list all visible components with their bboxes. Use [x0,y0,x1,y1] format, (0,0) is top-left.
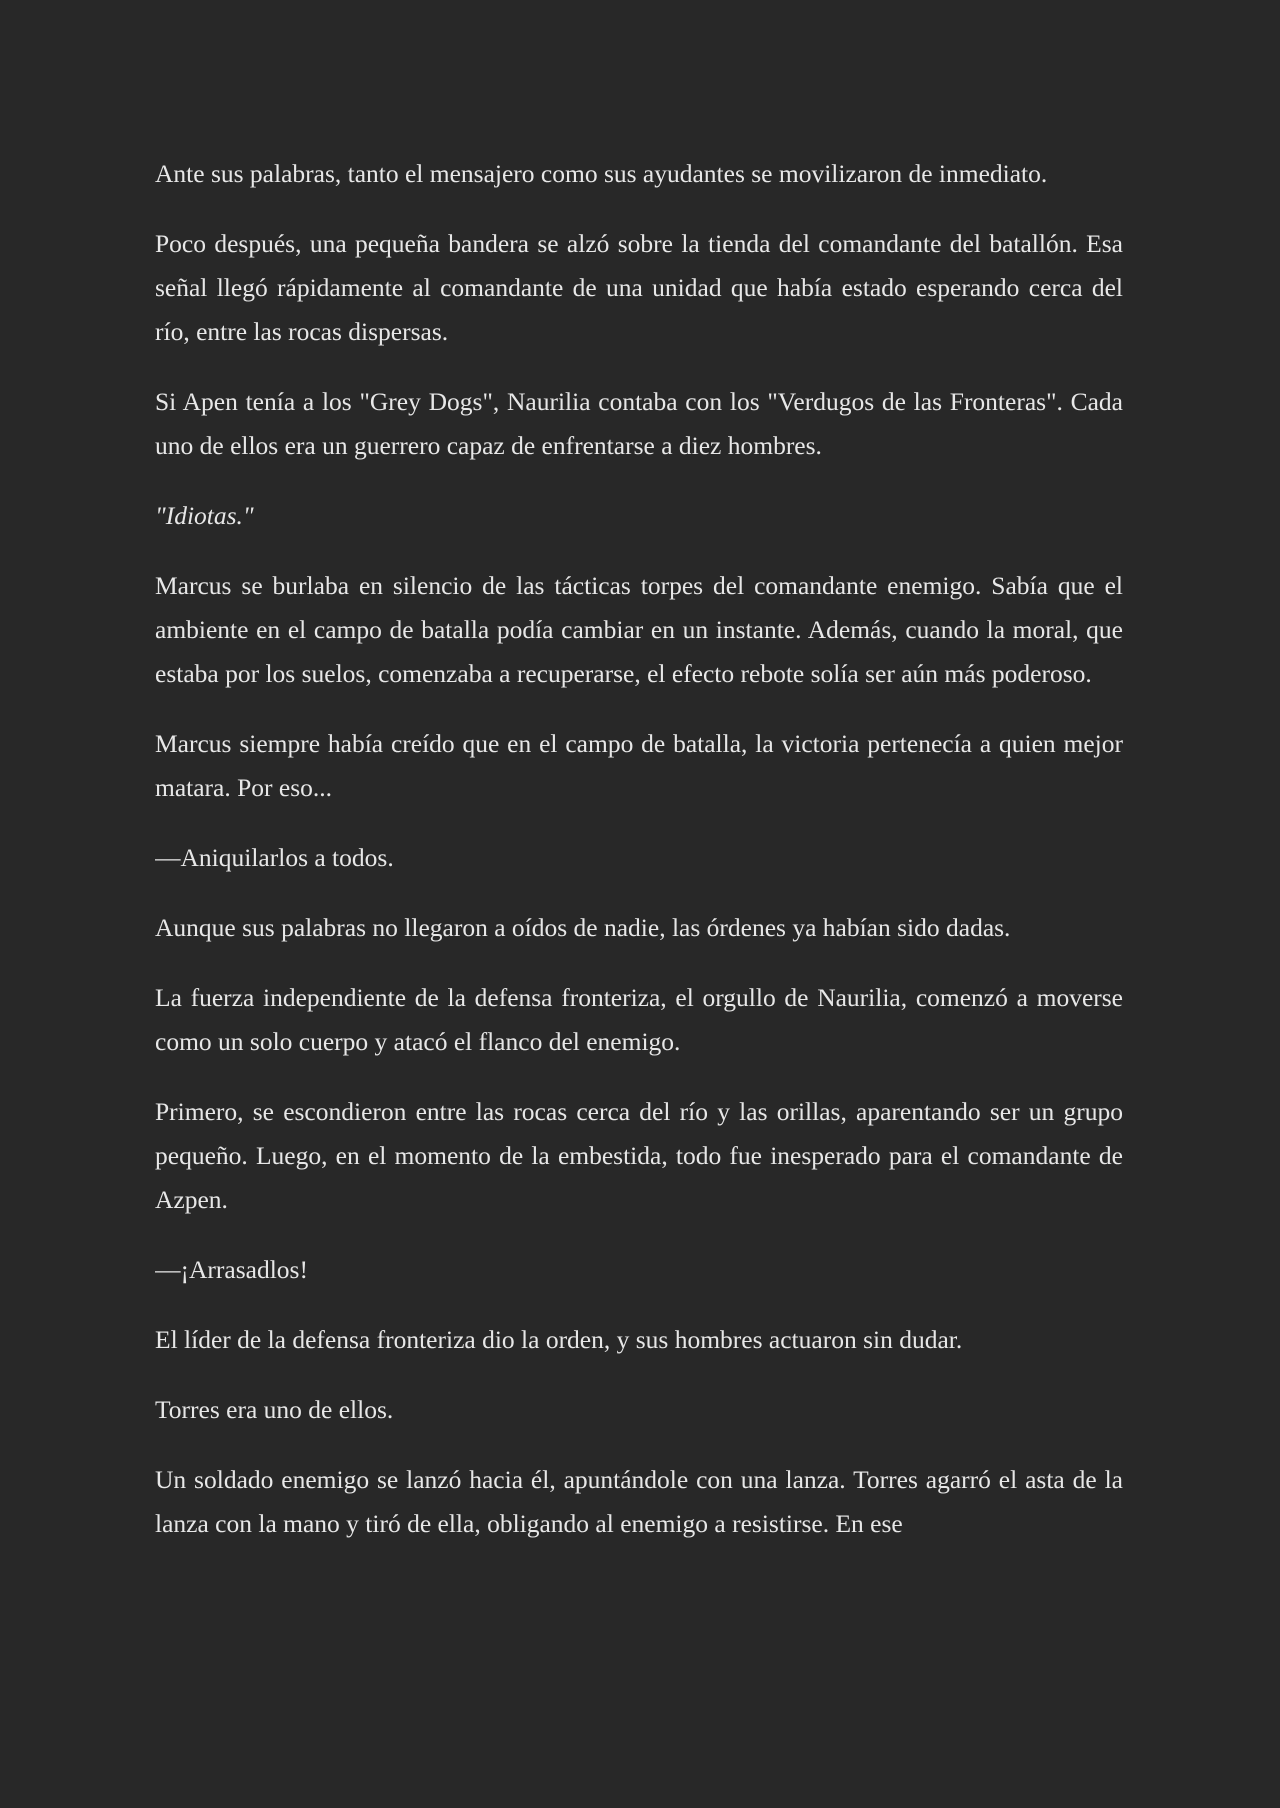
paragraph-14: Un soldado enemigo se lanzó hacia él, apuntándole con una lanza. Torres agarró el asta de la lanza con la mano y tiró de ella, obligando al enemigo a resistirse. En ese [155,1465,1123,1538]
paragraph-9: La fuerza independiente de la defensa fronteriza, el orgullo de Naurilia, comenzó a moverse como un solo cuerpo y atacó el flanco del enemigo. [155,983,1123,1056]
paragraph-11: —¡Arrasadlos! [155,1255,308,1284]
paragraph-2: Poco después, una pequeña bandera se alzó sobre la tienda del comandante del batallón. Esa señal llegó rápidamente al comandante de una unidad que había estado esperando cerca del río, entre las rocas dispersas. [155,229,1123,346]
reader-page [155,152,1123,1652]
paragraph-3: Si Apen tenía a los "Grey Dogs", Naurilia contaba con los "Verdugos de las Fronteras". Cada uno de ellos era un guerrero capaz de enfrentarse a diez hombres. [155,387,1123,460]
paragraph-13: Torres era uno de ellos. [155,1395,394,1424]
paragraph-8: Aunque sus palabras no llegaron a oídos de nadie, las órdenes ya habían sido dadas. [155,913,1011,942]
paragraph-6: Marcus siempre había creído que en el campo de batalla, la victoria pertenecía a quien mejor matara. Por eso... [155,729,1123,802]
paragraph-10: Primero, se escondieron entre las rocas cerca del río y las orillas, aparentando ser un grupo pequeño. Luego, en el momento de la embestida, todo fue inesperado para el comandante de Azpen. [155,1097,1123,1214]
paragraph-1: Ante sus palabras, tanto el mensajero como sus ayudantes se movilizaron de inmediato. [155,159,1048,188]
paragraph-5: Marcus se burlaba en silencio de las tácticas torpes del comandante enemigo. Sabía que el ambiente en el campo de batalla podía cambiar en un instante. Además, cuando la moral, que estaba por los suelos, comenzaba a recuperarse, el efecto rebote solía ser aún más poderoso. [155,571,1123,688]
paragraph-7: —Aniquilarlos a todos. [155,843,394,872]
paragraph-4: "Idiotas." [155,501,254,530]
paragraph-12: El líder de la defensa fronteriza dio la orden, y sus hombres actuaron sin dudar. [155,1325,963,1354]
